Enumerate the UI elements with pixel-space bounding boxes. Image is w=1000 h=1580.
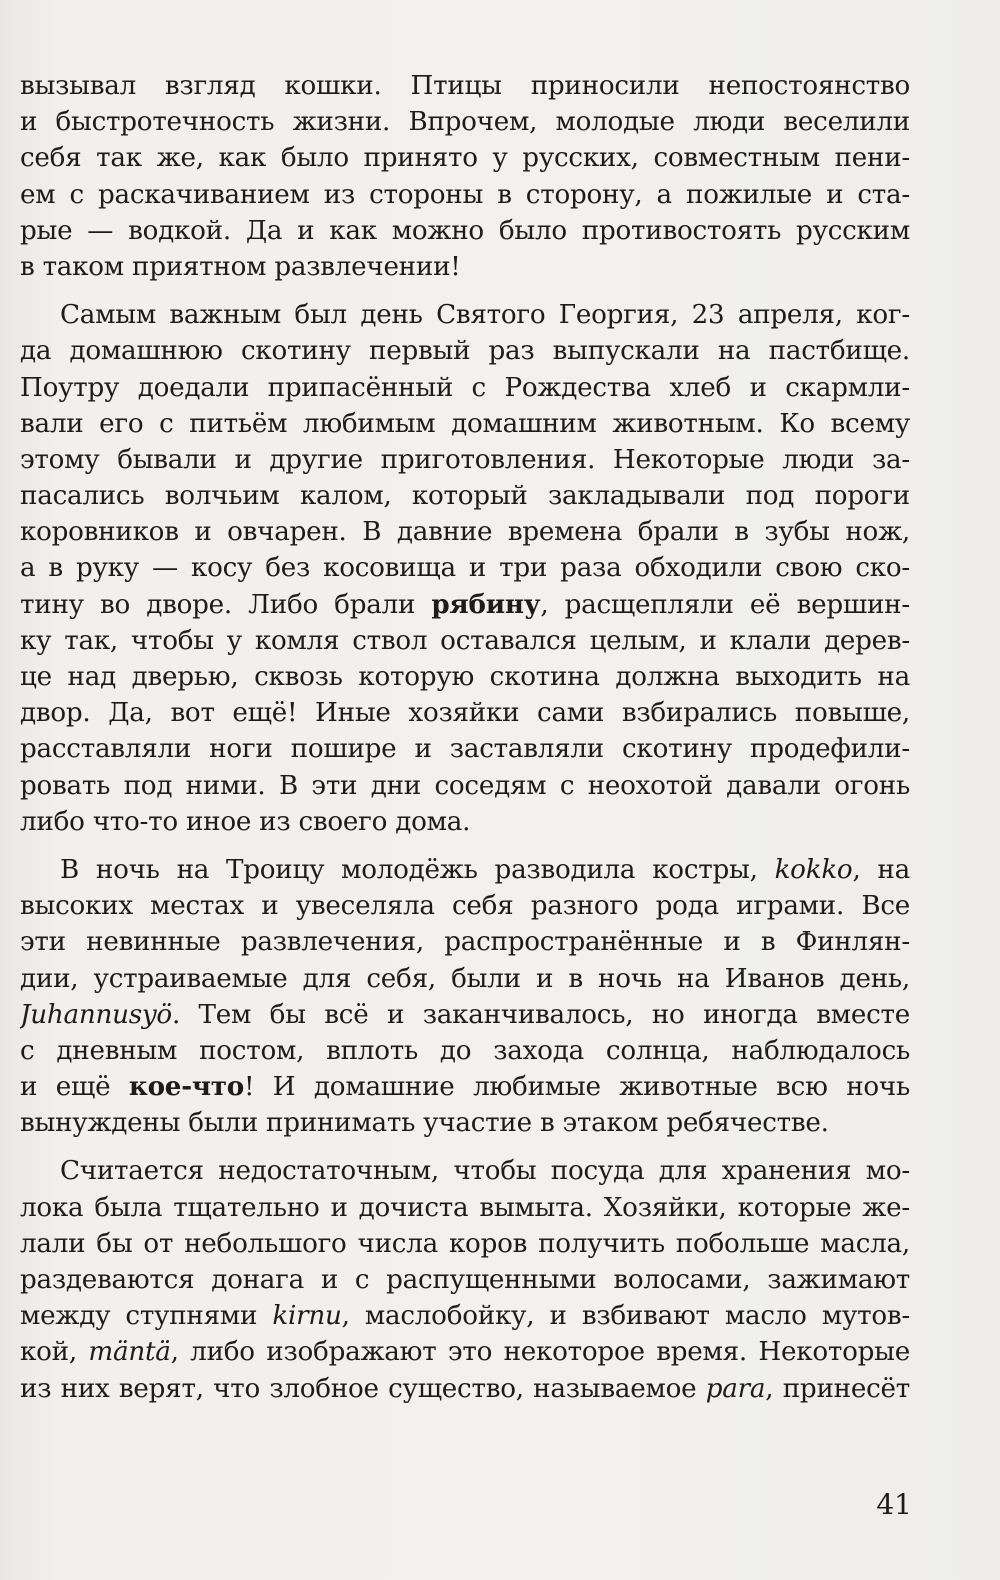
- text-line: Juhannusyö. Тем бы всё и заканчивалось, но иногда вместе: [20, 999, 910, 1030]
- text-line: расставляли ноги пошире и заставляли скотину продефили-: [20, 734, 910, 765]
- text-line: между ступнями kirnu, маслобойку, и взбивают масло мутов-: [20, 1301, 910, 1332]
- text-line: вынуждены были принимать участие в этаком ребячестве.: [20, 1108, 829, 1139]
- text-line: Считается недостаточным, чтобы посуда для хранения мо-: [60, 1156, 910, 1187]
- text-line: ем с раскачиванием из стороны в сторону, а пожилые и ста-: [20, 179, 910, 210]
- text-line: Самым важным был день Святого Георгия, 23 апреля, ког-: [60, 300, 910, 331]
- italic-term: mäntä: [88, 1337, 171, 1368]
- text-line: себя так же, как было принято у русских, совместным пени-: [20, 143, 910, 174]
- italic-term: Juhannusyö: [20, 999, 172, 1030]
- text-line: рые — водкой. Да и как можно было противостоять русским: [20, 215, 910, 246]
- bold-term: кое-что: [128, 1071, 244, 1103]
- text-line: тину во дворе. Либо брали рябину, расщепляли её вершин-: [20, 588, 910, 620]
- paragraph-4: [20, 1153, 910, 1406]
- text-line: и быстротечность жизни. Впрочем, молодые люди веселили: [20, 107, 910, 138]
- text-line: да домашнюю скотину первый раз выпускали на пастбище.: [20, 336, 910, 367]
- italic-term: para: [705, 1373, 766, 1404]
- text-line: лали бы от небольшого числа коров получить побольше масла,: [20, 1228, 910, 1259]
- text-line: В ночь на Троицу молодёжь разводила костры, kokko, на: [60, 854, 910, 885]
- text-line: двор. Да, вот ещё! Иные хозяйки сами взбирались повыше,: [20, 698, 910, 729]
- text-line: этому бывали и другие приготовления. Некоторые люди за-: [20, 444, 910, 475]
- text-line: вызывал взгляд кошки. Птицы приносили непостоянство: [20, 71, 910, 101]
- bold-term: рябину: [431, 588, 541, 620]
- text-line: эти невинные развлечения, распространённые и в Финлян-: [20, 927, 910, 958]
- italic-term: kirnu: [272, 1301, 342, 1332]
- text-line: це над дверью, сквозь которую скотина должна выходить на: [20, 662, 910, 692]
- paragraph-3: [20, 852, 910, 1142]
- paragraph-1: [20, 68, 910, 285]
- text-line: дии, устраиваемые для себя, были и в ночь на Иванов день,: [20, 963, 910, 994]
- text-line: ку так, чтобы у комля ствол оставался целым, и клали дерев-: [20, 625, 910, 656]
- text-line: и ещё кое-что! И домашние любимые животные всю ночь: [20, 1071, 910, 1103]
- text-line: высоких местах и увеселяла себя разного рода играми. Все: [20, 891, 910, 922]
- text-line: Поутру доедали припасённый с Рождества хлеб и скармли-: [20, 372, 910, 403]
- text-line: лока была тщательно и дочиста вымыта. Хозяйки, которые же-: [20, 1192, 910, 1223]
- text-line: пасались волчьим калом, который закладывали под пороги: [20, 481, 910, 512]
- body-text: [20, 68, 910, 1419]
- text-line: а в руку — косу без косовища и три раза обходили свою ско-: [20, 553, 910, 584]
- text-line: из них верят, что злобное существо, называемое para, принесёт: [20, 1373, 910, 1404]
- italic-term: kokko: [774, 854, 853, 885]
- text-line: с дневным постом, вплоть до захода солнца, наблюдалось: [20, 1035, 910, 1066]
- page-number: 41: [876, 1488, 912, 1521]
- text-line: либо что-то иное из своего дома.: [20, 806, 471, 837]
- text-line: вали его с питьём любимым домашним животным. Ко всему: [20, 408, 910, 439]
- text-line: коровников и овчарен. В давние времена брали в зубы нож,: [20, 517, 910, 548]
- text-line: ровать под ними. В эти дни соседям с неохотой давали огонь: [20, 770, 910, 801]
- text-line: раздеваются донага и с распущенными волосами, зажимают: [20, 1265, 910, 1295]
- text-line: кой, mäntä, либо изображают это некоторое время. Некоторые: [20, 1337, 910, 1368]
- paragraph-2: [20, 297, 910, 840]
- text-line: в таком приятном развлечении!: [20, 251, 461, 282]
